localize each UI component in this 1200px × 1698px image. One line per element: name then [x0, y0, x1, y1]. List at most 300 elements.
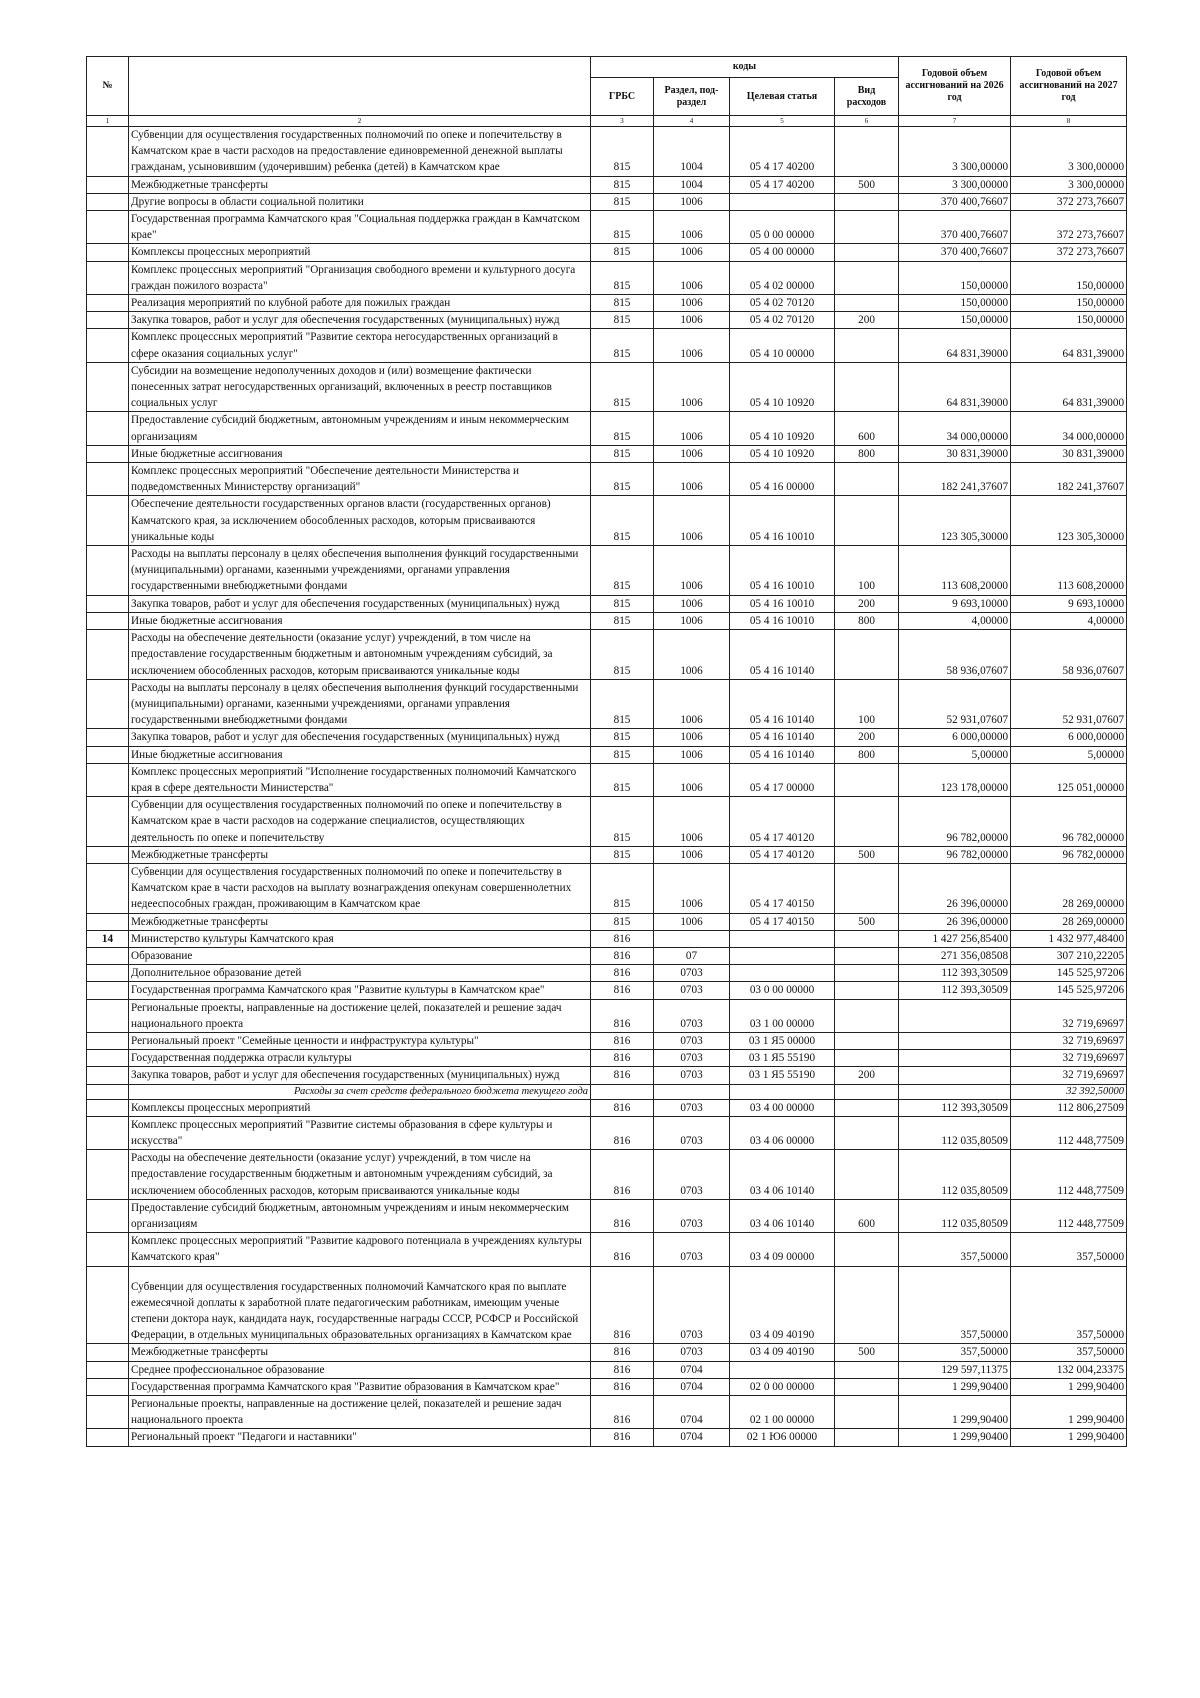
row-number: [87, 913, 129, 930]
expense-type-code: 500: [835, 913, 899, 930]
allocation-2026: 112 393,30509: [899, 965, 1011, 982]
target-article-code: 05 4 17 40200: [730, 176, 835, 193]
target-article-code: 03 4 09 00000: [730, 1233, 835, 1266]
grbs-code: 816: [591, 1344, 654, 1361]
table-row: [87, 965, 1127, 982]
grbs-code: 816: [591, 999, 654, 1032]
row-number: [87, 1150, 129, 1200]
expense-type-code: [835, 1396, 899, 1429]
expense-type-code: [835, 496, 899, 546]
target-article-code: 05 4 16 10010: [730, 546, 835, 596]
grbs-code: 815: [591, 463, 654, 496]
allocation-2027: 357,50000: [1011, 1344, 1127, 1361]
grbs-code: 815: [591, 630, 654, 680]
target-article-code: 05 4 17 40120: [730, 797, 835, 847]
allocation-2027: 3 300,00000: [1011, 176, 1127, 193]
table-row: [87, 1429, 1127, 1446]
expense-name: Региональный проект "Педагоги и наставники": [129, 1429, 591, 1446]
expense-name: Комплекс процессных мероприятий "Развитие кадрового потенциала в учреждениях культуры Камчатского края": [129, 1233, 591, 1266]
allocation-2026: [899, 1084, 1011, 1099]
grbs-code: 815: [591, 595, 654, 612]
allocation-2027: 372 273,76607: [1011, 193, 1127, 210]
section-code: 0704: [654, 1396, 730, 1429]
expense-type-code: [835, 261, 899, 294]
grbs-code: 815: [591, 797, 654, 847]
table-row: [87, 1150, 1127, 1200]
header-grbs: ГРБС: [591, 78, 654, 116]
target-article-code: 05 4 16 10140: [730, 746, 835, 763]
allocation-2027: 372 273,76607: [1011, 244, 1127, 261]
table-row: [87, 1361, 1127, 1378]
section-code: 07: [654, 947, 730, 964]
column-number: 5: [730, 116, 835, 127]
expense-type-code: [835, 1050, 899, 1067]
section-code: 1006: [654, 679, 730, 729]
row-number: [87, 1067, 129, 1084]
column-number: 6: [835, 116, 899, 127]
row-number: [87, 999, 129, 1032]
section-code: 0704: [654, 1429, 730, 1446]
expense-type-code: [835, 1099, 899, 1116]
header-target-article: Целевая статья: [730, 78, 835, 116]
target-article-code: 05 4 16 00000: [730, 463, 835, 496]
expense-type-code: 500: [835, 1344, 899, 1361]
allocation-2027: 123 305,30000: [1011, 496, 1127, 546]
table-row: [87, 913, 1127, 930]
allocation-2027: 32 719,69697: [1011, 1032, 1127, 1049]
expense-name: Другие вопросы в области социальной политики: [129, 193, 591, 210]
grbs-code: 816: [591, 1396, 654, 1429]
target-article-code: 05 4 10 10920: [730, 445, 835, 462]
allocation-2026: 30 831,39000: [899, 445, 1011, 462]
row-number: [87, 797, 129, 847]
expense-type-code: 600: [835, 412, 899, 445]
grbs-code: 816: [591, 1050, 654, 1067]
target-article-code: 05 4 16 10140: [730, 630, 835, 680]
target-article-code: 05 4 10 10920: [730, 412, 835, 445]
target-article-code: 03 1 00 00000: [730, 999, 835, 1032]
allocation-2027: 52 931,07607: [1011, 679, 1127, 729]
expense-type-code: [835, 1361, 899, 1378]
target-article-code: 03 4 06 00000: [730, 1116, 835, 1149]
grbs-code: 815: [591, 412, 654, 445]
allocation-2026: 150,00000: [899, 312, 1011, 329]
column-number: 1: [87, 116, 129, 127]
expense-type-code: [835, 1378, 899, 1395]
expense-name: Закупка товаров, работ и услуг для обеспечения государственных (муниципальных) нужд: [129, 729, 591, 746]
section-code: 1006: [654, 295, 730, 312]
allocation-2027: 32 392,50000: [1011, 1084, 1127, 1099]
expense-type-code: 200: [835, 312, 899, 329]
grbs-code: 816: [591, 1150, 654, 1200]
allocation-2026: 26 396,00000: [899, 863, 1011, 913]
table-row: [87, 362, 1127, 412]
expense-type-code: 800: [835, 445, 899, 462]
grbs-code: 815: [591, 763, 654, 796]
allocation-2027: 150,00000: [1011, 312, 1127, 329]
expense-type-code: [835, 329, 899, 362]
target-article-code: 05 4 16 10010: [730, 496, 835, 546]
table-row: [87, 496, 1127, 546]
column-number: 3: [591, 116, 654, 127]
table-row: [87, 1099, 1127, 1116]
expense-name: Расходы на выплаты персоналу в целях обеспечения выполнения функций государственными (муниципальными) органами, казенными учреждениями, органами управления государственными внебюджетными фондами: [129, 679, 591, 729]
expense-type-code: [835, 982, 899, 999]
table-row: [87, 1067, 1127, 1084]
table-row: [87, 244, 1127, 261]
expense-name: Расходы за счет средств федерального бюджета текущего года: [129, 1084, 591, 1099]
target-article-code: 03 4 09 40190: [730, 1344, 835, 1361]
expense-type-code: [835, 863, 899, 913]
table-row: [87, 863, 1127, 913]
row-number: [87, 1396, 129, 1429]
expense-type-code: [835, 1266, 899, 1344]
allocation-2026: 96 782,00000: [899, 797, 1011, 847]
allocation-2026: 1 299,90400: [899, 1396, 1011, 1429]
allocation-2027: 64 831,39000: [1011, 329, 1127, 362]
row-number: [87, 261, 129, 294]
expense-type-code: 800: [835, 746, 899, 763]
allocation-2027: 4,00000: [1011, 612, 1127, 629]
expense-name: Иные бюджетные ассигнования: [129, 746, 591, 763]
section-code: [654, 930, 730, 947]
section-code: 1006: [654, 463, 730, 496]
section-code: 1006: [654, 261, 730, 294]
section-code: 0703: [654, 1199, 730, 1232]
table-header: [87, 57, 1127, 127]
grbs-code: 815: [591, 193, 654, 210]
grbs-code: 815: [591, 244, 654, 261]
target-article-code: 05 4 02 70120: [730, 295, 835, 312]
allocation-2026: 5,00000: [899, 746, 1011, 763]
allocation-2027: 6 000,00000: [1011, 729, 1127, 746]
allocation-2026: 357,50000: [899, 1344, 1011, 1361]
section-code: 0703: [654, 1032, 730, 1049]
column-number: 7: [899, 116, 1011, 127]
allocation-2026: 1 427 256,85400: [899, 930, 1011, 947]
grbs-code: 815: [591, 295, 654, 312]
section-code: 0703: [654, 965, 730, 982]
header-expense-type: Вид расходов: [835, 78, 899, 116]
allocation-2027: 112 448,77509: [1011, 1116, 1127, 1149]
table-row: [87, 1344, 1127, 1361]
grbs-code: 816: [591, 947, 654, 964]
target-article-code: 03 1 Я5 00000: [730, 1032, 835, 1049]
table-row: [87, 412, 1127, 445]
section-code: 1006: [654, 595, 730, 612]
grbs-code: 816: [591, 1266, 654, 1344]
allocation-2026: [899, 999, 1011, 1032]
table-row: [87, 947, 1127, 964]
target-article-code: [730, 965, 835, 982]
expense-type-code: [835, 999, 899, 1032]
expense-type-code: 100: [835, 679, 899, 729]
expense-type-code: [835, 362, 899, 412]
section-code: [654, 1084, 730, 1099]
expense-name: Образование: [129, 947, 591, 964]
section-code: 0703: [654, 1099, 730, 1116]
allocation-2027: 125 051,00000: [1011, 763, 1127, 796]
expense-type-code: [835, 965, 899, 982]
expense-name: Субвенции для осуществления государственных полномочий по опеке и попечительству в Камчатском крае в части расходов на содержание специалистов, осуществляющих деятельность по опеке и попечительству: [129, 797, 591, 847]
allocation-2027: 113 608,20000: [1011, 546, 1127, 596]
table-row: [87, 729, 1127, 746]
allocation-2027: 150,00000: [1011, 295, 1127, 312]
grbs-code: [591, 1084, 654, 1099]
table-row: [87, 797, 1127, 847]
section-code: 1006: [654, 546, 730, 596]
row-number: [87, 127, 129, 177]
table-row: [87, 846, 1127, 863]
allocation-2027: 96 782,00000: [1011, 846, 1127, 863]
expense-name: Комплексы процессных мероприятий: [129, 244, 591, 261]
grbs-code: 815: [591, 546, 654, 596]
row-number: [87, 445, 129, 462]
allocation-2027: 28 269,00000: [1011, 863, 1127, 913]
section-code: 1006: [654, 913, 730, 930]
section-code: 1006: [654, 496, 730, 546]
row-number: [87, 295, 129, 312]
allocation-2027: 112 448,77509: [1011, 1199, 1127, 1232]
expense-name: Государственная программа Камчатского края "Развитие культуры в Камчатском крае": [129, 982, 591, 999]
row-number: [87, 729, 129, 746]
table-row: [87, 329, 1127, 362]
budget-allocation-table: [86, 56, 1127, 1447]
row-number: [87, 362, 129, 412]
allocation-2027: 372 273,76607: [1011, 211, 1127, 244]
header-name: [129, 57, 591, 116]
allocation-2026: [899, 1050, 1011, 1067]
expense-type-code: [835, 797, 899, 847]
expense-name: Комплекс процессных мероприятий "Исполнение государственных полномочий Камчатского края в сфере деятельности Министерства": [129, 763, 591, 796]
row-number: [87, 965, 129, 982]
section-code: 0703: [654, 1067, 730, 1084]
table-row: [87, 1266, 1127, 1344]
table-row: [87, 982, 1127, 999]
allocation-2026: 370 400,76607: [899, 193, 1011, 210]
expense-name: Расходы на обеспечение деятельности (оказание услуг) учреждений, в том числе на предоставление государственным бюджетным и автономным учреждениям субсидий, за исключением обособленных расходов, которым присваиваются уникальные коды: [129, 630, 591, 680]
row-number: [87, 863, 129, 913]
expense-name: Государственная программа Камчатского края "Развитие образования в Камчатском крае": [129, 1378, 591, 1395]
expense-name: Субвенции для осуществления государственных полномочий по опеке и попечительству в Камчатском крае в части расходов на выплату вознаграждения опекунам совершеннолетних недееспособных граждан, проживающим в Камчатском крае: [129, 863, 591, 913]
row-number: [87, 1116, 129, 1149]
allocation-2026: 96 782,00000: [899, 846, 1011, 863]
header-codes: коды: [591, 57, 899, 78]
expense-name: Иные бюджетные ассигнования: [129, 445, 591, 462]
grbs-code: 815: [591, 496, 654, 546]
table-row: [87, 1050, 1127, 1067]
section-code: 0704: [654, 1361, 730, 1378]
grbs-code: 816: [591, 1361, 654, 1378]
row-number: [87, 1429, 129, 1446]
row-number: [87, 846, 129, 863]
expense-name: Государственная поддержка отрасли культуры: [129, 1050, 591, 1067]
target-article-code: 03 1 Я5 55190: [730, 1067, 835, 1084]
header-allocation-2027: Годовой объем ассигнований на 2027 год: [1011, 57, 1127, 116]
expense-name: Государственная программа Камчатского края "Социальная поддержка граждан в Камчатском крае": [129, 211, 591, 244]
expense-name: Межбюджетные трансферты: [129, 846, 591, 863]
allocation-2026: 112 035,80509: [899, 1116, 1011, 1149]
target-article-code: 05 4 16 10140: [730, 679, 835, 729]
table-row: [87, 1032, 1127, 1049]
allocation-2026: [899, 1032, 1011, 1049]
expense-name: Дополнительное образование детей: [129, 965, 591, 982]
target-article-code: 05 4 17 40150: [730, 913, 835, 930]
grbs-code: 816: [591, 1099, 654, 1116]
target-article-code: [730, 193, 835, 210]
allocation-2026: 3 300,00000: [899, 176, 1011, 193]
expense-name: Закупка товаров, работ и услуг для обеспечения государственных (муниципальных) нужд: [129, 1067, 591, 1084]
row-number: [87, 244, 129, 261]
allocation-2027: 30 831,39000: [1011, 445, 1127, 462]
allocation-2026: 64 831,39000: [899, 362, 1011, 412]
expense-type-code: 500: [835, 846, 899, 863]
allocation-2026: 112 393,30509: [899, 1099, 1011, 1116]
allocation-2026: [899, 1067, 1011, 1084]
row-number: [87, 763, 129, 796]
target-article-code: 03 4 00 00000: [730, 1099, 835, 1116]
expense-type-code: [835, 1150, 899, 1200]
row-number: [87, 496, 129, 546]
expense-type-code: [835, 1429, 899, 1446]
row-number: [87, 1266, 129, 1344]
allocation-2027: 112 806,27509: [1011, 1099, 1127, 1116]
allocation-2026: 9 693,10000: [899, 595, 1011, 612]
grbs-code: 816: [591, 930, 654, 947]
target-article-code: 05 4 17 00000: [730, 763, 835, 796]
section-code: 1006: [654, 846, 730, 863]
table-row: [87, 1378, 1127, 1395]
expense-name: Комплексы процессных мероприятий: [129, 1099, 591, 1116]
expense-name: Субвенции для осуществления государственных полномочий по опеке и попечительству в Камчатском крае в части расходов на предоставление единовременной денежной выплаты гражданам, усыновившим (удочерившим) ребенка (детей) в Камчатском крае: [129, 127, 591, 177]
target-article-code: [730, 1361, 835, 1378]
expense-name: Закупка товаров, работ и услуг для обеспечения государственных (муниципальных) нужд: [129, 595, 591, 612]
expense-name: Расходы на обеспечение деятельности (оказание услуг) учреждений, в том числе на предоставление государственным бюджетным и автономным учреждениям субсидий, за исключением обособленных расходов, которым присваиваются уникальные коды: [129, 1150, 591, 1200]
target-article-code: 02 0 00 00000: [730, 1378, 835, 1395]
table-row: [87, 295, 1127, 312]
section-code: 1006: [654, 863, 730, 913]
row-number: [87, 1084, 129, 1099]
allocation-2027: 145 525,97206: [1011, 982, 1127, 999]
table-row: [87, 445, 1127, 462]
row-number: [87, 746, 129, 763]
target-article-code: 03 4 06 10140: [730, 1199, 835, 1232]
section-code: 1006: [654, 362, 730, 412]
allocation-2026: 150,00000: [899, 261, 1011, 294]
section-code: 1006: [654, 312, 730, 329]
section-code: 1006: [654, 797, 730, 847]
row-number: [87, 612, 129, 629]
allocation-2026: 4,00000: [899, 612, 1011, 629]
table-row: [87, 193, 1127, 210]
allocation-2026: 182 241,37607: [899, 463, 1011, 496]
grbs-code: 815: [591, 863, 654, 913]
expense-name: Расходы на выплаты персоналу в целях обеспечения выполнения функций государственными (муниципальными) органами, казенными учреждениями, органами управления государственными внебюджетными фондами: [129, 546, 591, 596]
row-number: [87, 982, 129, 999]
row-number: [87, 679, 129, 729]
row-number: [87, 947, 129, 964]
table-row: [87, 930, 1127, 947]
allocation-2026: 271 356,08508: [899, 947, 1011, 964]
grbs-code: 815: [591, 362, 654, 412]
section-code: 1006: [654, 630, 730, 680]
allocation-2026: 112 035,80509: [899, 1199, 1011, 1232]
expense-name: Иные бюджетные ассигнования: [129, 612, 591, 629]
allocation-2027: 1 299,90400: [1011, 1429, 1127, 1446]
target-article-code: [730, 930, 835, 947]
budget-table-sheet: [86, 56, 1126, 1447]
expense-name: Комплекс процессных мероприятий "Организация свободного времени и культурного досуга граждан пожилого возраста": [129, 261, 591, 294]
section-code: 0703: [654, 1116, 730, 1149]
target-article-code: 02 1 00 00000: [730, 1396, 835, 1429]
expense-type-code: 200: [835, 595, 899, 612]
expense-name: Реализация мероприятий по клубной работе для пожилых граждан: [129, 295, 591, 312]
allocation-2027: 58 936,07607: [1011, 630, 1127, 680]
allocation-2027: 1 299,90400: [1011, 1396, 1127, 1429]
header-allocation-2026: Годовой объем ассигнований на 2026 год: [899, 57, 1011, 116]
grbs-code: 815: [591, 679, 654, 729]
table-row: [87, 463, 1127, 496]
allocation-2027: 1 299,90400: [1011, 1378, 1127, 1395]
target-article-code: 05 4 17 40200: [730, 127, 835, 177]
grbs-code: 815: [591, 612, 654, 629]
expense-type-code: [835, 1084, 899, 1099]
row-number: [87, 1032, 129, 1049]
expense-name: Региональные проекты, направленные на достижение целей, показателей и решение задач национального проекта: [129, 999, 591, 1032]
column-number: 8: [1011, 116, 1127, 127]
target-article-code: 05 0 00 00000: [730, 211, 835, 244]
expense-type-code: 600: [835, 1199, 899, 1232]
row-number: [87, 463, 129, 496]
expense-name: Субвенции для осуществления государственных полномочий Камчатского края по выплате ежемесячной доплаты к заработной плате педагогическим работникам, имеющим ученые степени доктора наук, кандидата наук, государственные награды СССР, РСФСР и Российской Федерации, в отдельных муниципальных образовательных организациях в Камчатском крае: [129, 1266, 591, 1344]
expense-name: Комплекс процессных мероприятий "Развитие сектора негосударственных организаций в сфере оказания социальных услуг": [129, 329, 591, 362]
row-number: [87, 211, 129, 244]
section-code: 1006: [654, 763, 730, 796]
table-row: [87, 1233, 1127, 1266]
row-number: [87, 1050, 129, 1067]
section-code: 1006: [654, 193, 730, 210]
grbs-code: 815: [591, 729, 654, 746]
allocation-2026: 370 400,76607: [899, 244, 1011, 261]
section-code: 1006: [654, 211, 730, 244]
section-code: 1004: [654, 127, 730, 177]
grbs-code: 815: [591, 913, 654, 930]
table-row: [87, 261, 1127, 294]
section-code: 1006: [654, 329, 730, 362]
section-code: 1004: [654, 176, 730, 193]
section-code: 0703: [654, 999, 730, 1032]
target-article-code: 03 4 09 40190: [730, 1266, 835, 1344]
row-number: [87, 412, 129, 445]
allocation-2026: 6 000,00000: [899, 729, 1011, 746]
section-code: 0703: [654, 1050, 730, 1067]
row-number: [87, 1199, 129, 1232]
table-row: [87, 746, 1127, 763]
allocation-2027: 1 432 977,48400: [1011, 930, 1127, 947]
allocation-2027: 3 300,00000: [1011, 127, 1127, 177]
allocation-2027: 34 000,00000: [1011, 412, 1127, 445]
expense-type-code: [835, 295, 899, 312]
expense-type-code: [835, 763, 899, 796]
expense-type-code: 100: [835, 546, 899, 596]
allocation-2026: 370 400,76607: [899, 211, 1011, 244]
row-number: [87, 630, 129, 680]
row-number: [87, 1361, 129, 1378]
grbs-code: 815: [591, 746, 654, 763]
row-number: [87, 312, 129, 329]
section-code: 0703: [654, 1344, 730, 1361]
row-number: 14: [87, 930, 129, 947]
